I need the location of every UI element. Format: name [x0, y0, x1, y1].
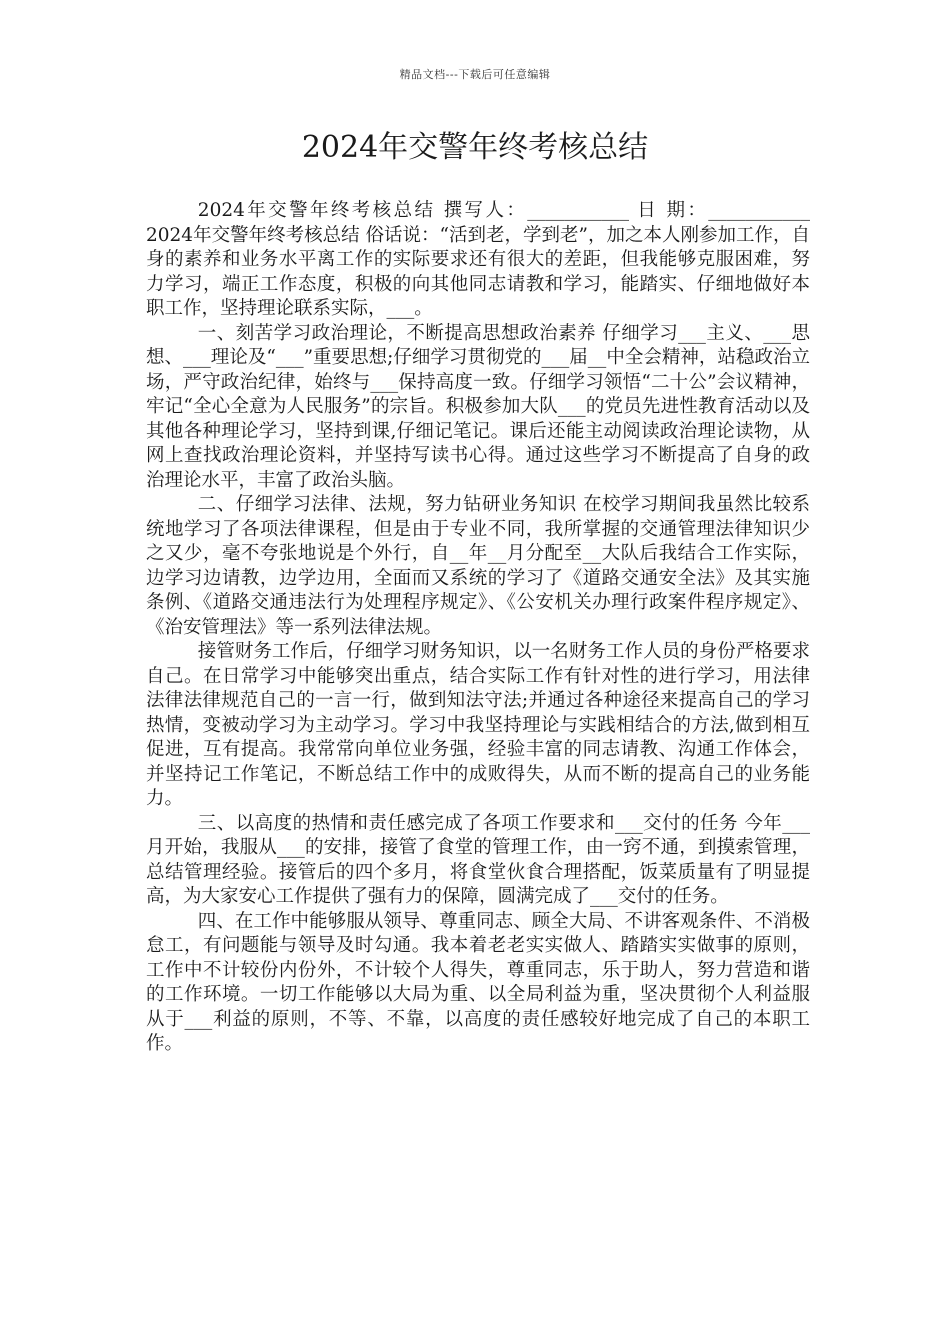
paragraph-finance: 接管财务工作后，仔细学习财务知识，以一名财务工作人员的身份严格要求自己。在日常学习中能够突出重点，结合实际工作有针对性的进行学习，用法律法律法律规范自己的一言一行，做到知法守法;并通过各种途径来提高自己的学习热情，变被动学习为主动学习。学习中我坚持理论与实践相结合的方法,做到相互促进，互有提高。我常常向单位业务强，经验丰富的同志请教、沟通工作体会，并坚持记工作笔记，不断总结工作中的成败得失，从而不断的提高自己的业务能力。: [146, 641, 810, 809]
header-note: 精品文档---下载后可任意编辑: [399, 68, 551, 81]
document-body: [146, 199, 810, 1057]
paragraph-section-1: 一、刻苦学习政治理论，不断提高思想政治素养 仔细学习___主义、___思想、___理论及“___”重要思想;仔细学习贯彻党的___届__中全会精神，站稳政治立场，严守政治纪律，始终与___保持高度一致。仔细学习领悟“二十公”会议精神，牢记“全心全意为人民服务”的宗旨。积极参加大队___的党员先进性教育活动以及其他各种理论学习，坚持到课,仔细记笔记。课后还能主动阅读政治理论读物，从网上查找政治理论资料，并坚持写读书心得。通过这些学习不断提高了自身的政治理论水平，丰富了政治头脑。: [146, 322, 810, 491]
paragraph-section-2: 二、仔细学习法律、法规，努力钻研业务知识 在校学习期间我虽然比较系统地学习了各项法律课程，但是由于专业不同，我所掌握的交通管理法律知识少之又少，毫不夸张地说是个外行，自__年__月分配至__大队后我结合工作实际，边学习边请教，边学边用，全面而又系统的学习了《道路交通安全法》及其实施条例、《道路交通违法行为处理程序规定》、《公安机关办理行政案件程序规定》、《治安管理法》等一系列法律法规。: [146, 494, 810, 638]
paragraph-intro: 2024年交警年终考核总结 撰写人：___________ 日 期：___________ 2024年交警年终考核总结 俗话说：“活到老，学到老”，加之本人刚参加工作，自身的素养和业务水平离工作的实际要求还有很大的差距，但我能够克服困难，努力学习，端正工作态度，积极的向其他同志请教和学习，能踏实、仔细地做好本职工作，坚持理论联系实际，___。: [146, 200, 810, 319]
document-title: 2024年交警年终考核总结: [301, 130, 649, 165]
paragraph-section-4: 四、在工作中能够服从领导、尊重同志、顾全大局、不讲客观条件、不消极怠工，有问题能与领导及时勾通。我本着老老实实做人、踏踏实实做事的原则，工作中不计较份内份外，不计较个人得失，尊重同志，乐于助人，努力营造和谐的工作环境。一切工作能够以大局为重、以全局利益为重，坚决贯彻个人利益服从于___利益的原则，不等、不靠，以高度的责任感较好地完成了自己的本职工作。: [146, 910, 810, 1054]
paragraph-section-3: 三、以高度的热情和责任感完成了各项工作要求和___交付的任务 今年___月开始，我服从___的安排，接管了食堂的管理工作，由一窍不通，到摸索管理，总结管理经验。接管后的四个多月，将食堂伙食合理搭配，饭菜质量有了明显提高，为大家安心工作提供了强有力的保障，圆满完成了___交付的任务。: [146, 812, 810, 907]
